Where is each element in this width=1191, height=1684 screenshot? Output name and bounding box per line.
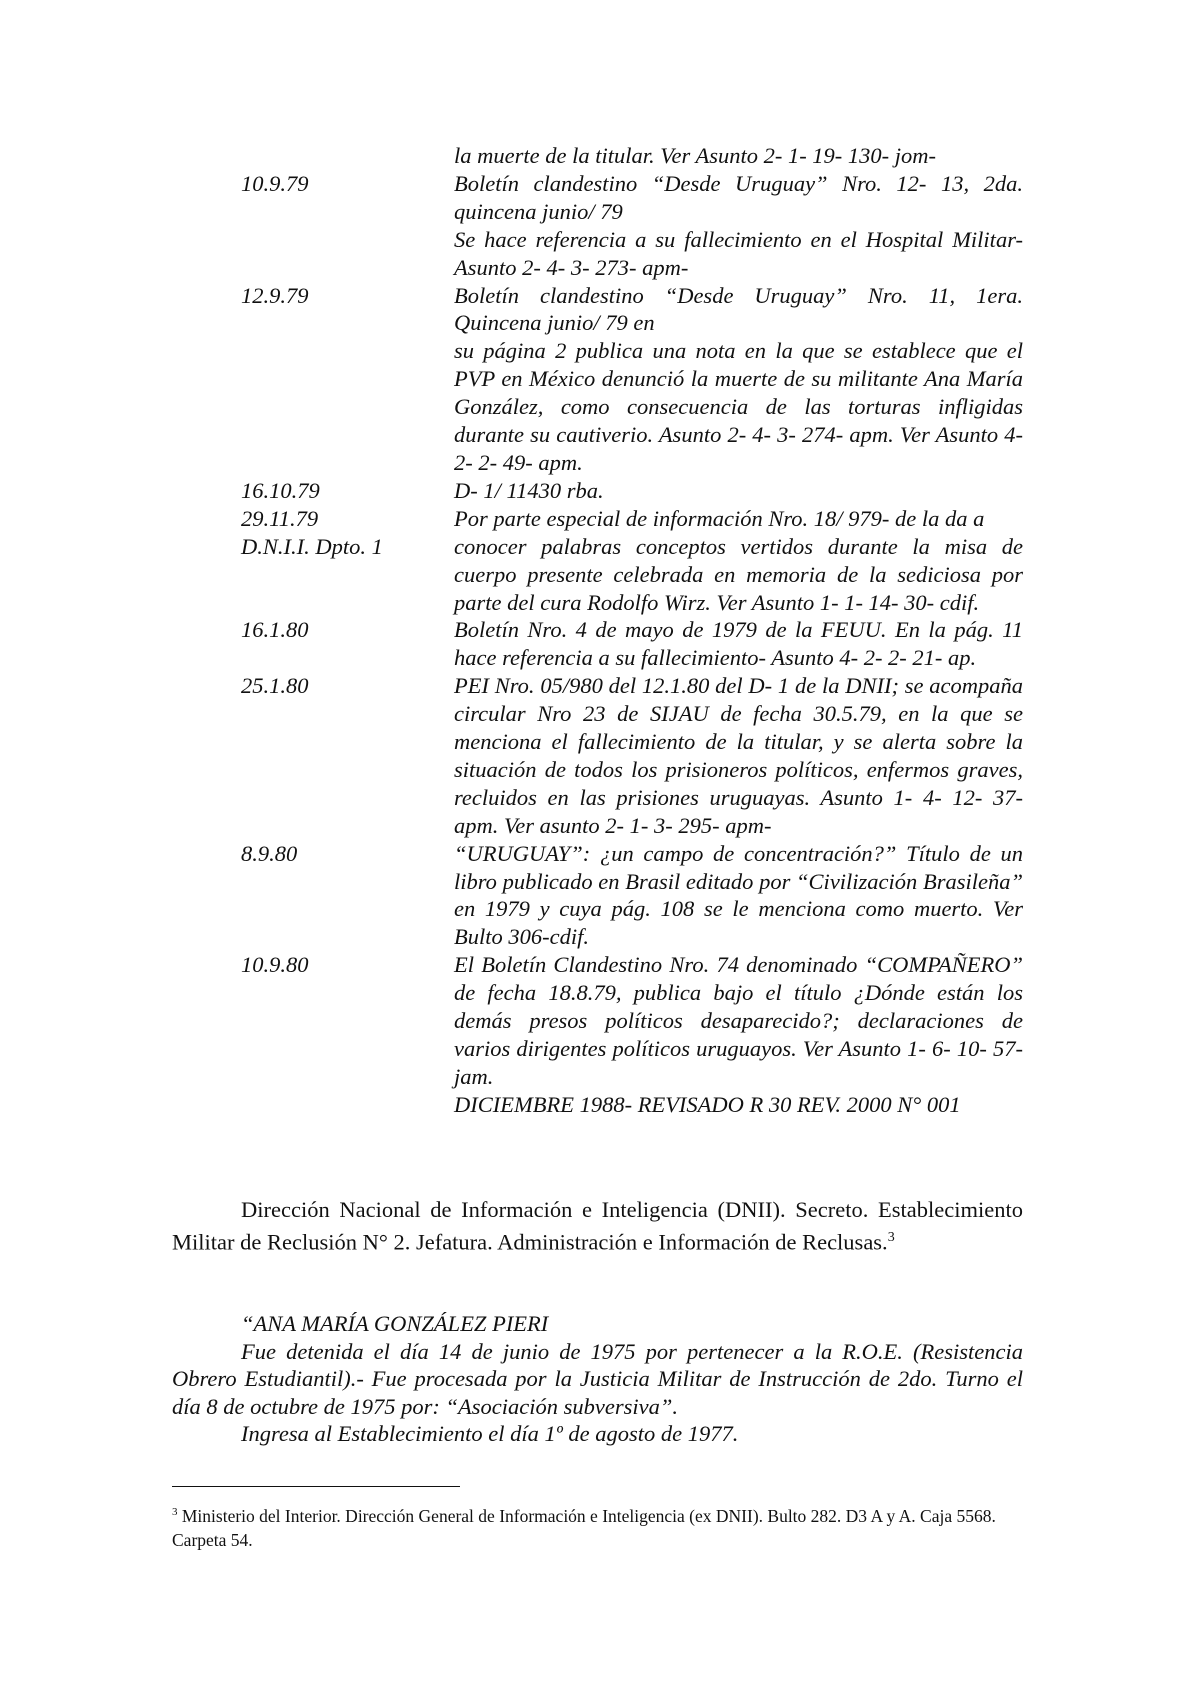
footnote-text: Ministerio del Interior. Dirección General de Información e Inteligencia (ex DNII). Bulto 282. D3 A y A. Caja 5568. Carpeta 54. [172,1505,996,1550]
entry-date-text: 25.1.80 [241,673,309,699]
footnote-separator [172,1486,460,1487]
entry-description [454,142,1023,170]
entry-date [241,616,454,672]
entry-date-text: 8.9.80 [241,840,298,866]
quote-paragraph-1: Fue detenida el día 14 de junio de 1975 por pertenecer a la R.O.E. (Resistencia Obrero Estudiantil).- Fue procesada por la Justicia Militar de Instrucción de 2do. Turno el día 8 de octubre de 1975 por: “Asociación subversiva”. [172,1338,1023,1419]
entry-text: Boletín Nro. 4 de mayo de 1979 de la FEUU. En la pág. 11 hace referencia a su fallecimiento- Asunto 4- 2- 2- 21- ap. [454,617,1023,671]
record-log [241,142,1023,1119]
entry-date-text: 16.1.80 [241,617,309,643]
log-entry [241,951,1023,1118]
entry-description [454,951,1023,1118]
log-entry [241,170,1023,282]
source-text: Dirección Nacional de Información e Inteligencia (DNII). Secreto. Establecimiento Militar de Reclusión N° 2. Jefatura. Administración e Información de Reclusas. [172,1197,1023,1255]
footnote-reference: 3 [887,1229,895,1245]
footnote [172,1500,1023,1552]
entry-text: Se hace referencia a su fallecimiento en el Hospital Militar- Asunto 2- 4- 3- 273- apm- [454,226,1023,280]
footnote-number: 3 [172,1506,178,1518]
entry-source-text: D.N.I.I. Dpto. 1 [241,533,383,559]
quoted-report [172,1310,1023,1448]
entry-description [454,616,1023,672]
entry-text: la muerte de la titular. Ver Asunto 2- 1- 19- 130- jom- [454,143,937,168]
entry-date [241,840,454,952]
entry-date-text: 12.9.79 [241,282,309,308]
entry-text: conocer palabras conceptos vertidos durante la misa de cuerpo presente celebrada en memoria de la sediciosa por parte del cura Rodolfo Wirz. Ver Asunto 1- 1- 14- 30- cdif. [454,533,1023,615]
entry-text: El Boletín Clandestino Nro. 74 denominado “COMPAÑERO” de fecha 18.8.79, publica bajo el título ¿Dónde están los demás presos políticos desaparecido?; declaraciones de varios dirigentes políticos uruguayos. Ver Asunto 1- 6- 10- 57-jam. [454,952,1023,1089]
log-entry [241,672,1023,839]
entry-description [454,505,1023,617]
entry-date-text: 10.9.80 [241,952,309,978]
log-entry [241,616,1023,672]
source-paragraph [172,1196,1023,1256]
entry-text: DICIEMBRE 1988- REVISADO R 30 REV. 2000 N° 001 [454,1091,961,1117]
entry-description [454,282,1023,477]
entry-date-text: 16.10.79 [241,477,320,503]
prisoner-name: “ANA MARÍA GONZÁLEZ PIERI [241,1311,549,1336]
entry-date [241,142,454,170]
entry-date [241,505,454,617]
entry-date [241,282,454,477]
entry-text: su página 2 publica una nota en la que se establece que el PVP en México denunció la muerte de su militante Ana María González, como consecuencia de las torturas infligidas durante su cautiverio. Asunto 2- 4- 3- 274- apm. Ver Asunto 4- 2- 2- 49- apm. [454,338,1023,475]
entry-date-text: 10.9.79 [241,170,309,196]
entry-text: PEI Nro. 05/980 del 12.1.80 del D- 1 de la DNII; se acompaña circular Nro 23 de SIJAU de fecha 30.5.79, en la que se menciona el fallecimiento de la titular, y se alerta sobre la situación de todos los prisioneros políticos, enfermos graves, recluidos en las prisiones uruguayas. Asunto 1- 4- 12- 37- apm. Ver asunto 2- 1- 3- 295- apm- [454,673,1023,838]
entry-text: Boletín clandestino “Desde Uruguay” Nro. 12- 13, 2da. quincena junio/ 79 [454,170,1023,224]
entry-text: D- 1/ 11430 rba. [454,477,604,503]
entry-description [454,170,1023,282]
entry-date [241,672,454,839]
entry-date [241,951,454,1118]
log-entry [241,505,1023,617]
entry-description [454,840,1023,952]
log-entry [241,282,1023,477]
log-entry [241,142,1023,170]
log-entry [241,477,1023,505]
entry-text: “URUGUAY”: ¿un campo de concentración?” Título de un libro publicado en Brasil editado por “Civilización Brasileña” en 1979 y cuya pág. 108 se le menciona como muerto. Ver Bulto 306-cdif. [454,840,1023,950]
entry-description [454,672,1023,839]
log-entry [241,840,1023,952]
entry-date [241,170,454,282]
entry-text: Por parte especial de información Nro. 18/ 979- de la da a [454,505,985,531]
entry-description [454,477,1023,505]
quote-paragraph-2: Ingresa al Establecimiento el día 1º de agosto de 1977. [241,1421,739,1447]
entry-date-text: 29.11.79 [241,505,319,531]
entry-date [241,477,454,505]
entry-text: Boletín clandestino “Desde Uruguay” Nro. 11, 1era. Quincena junio/ 79 en [454,282,1023,336]
